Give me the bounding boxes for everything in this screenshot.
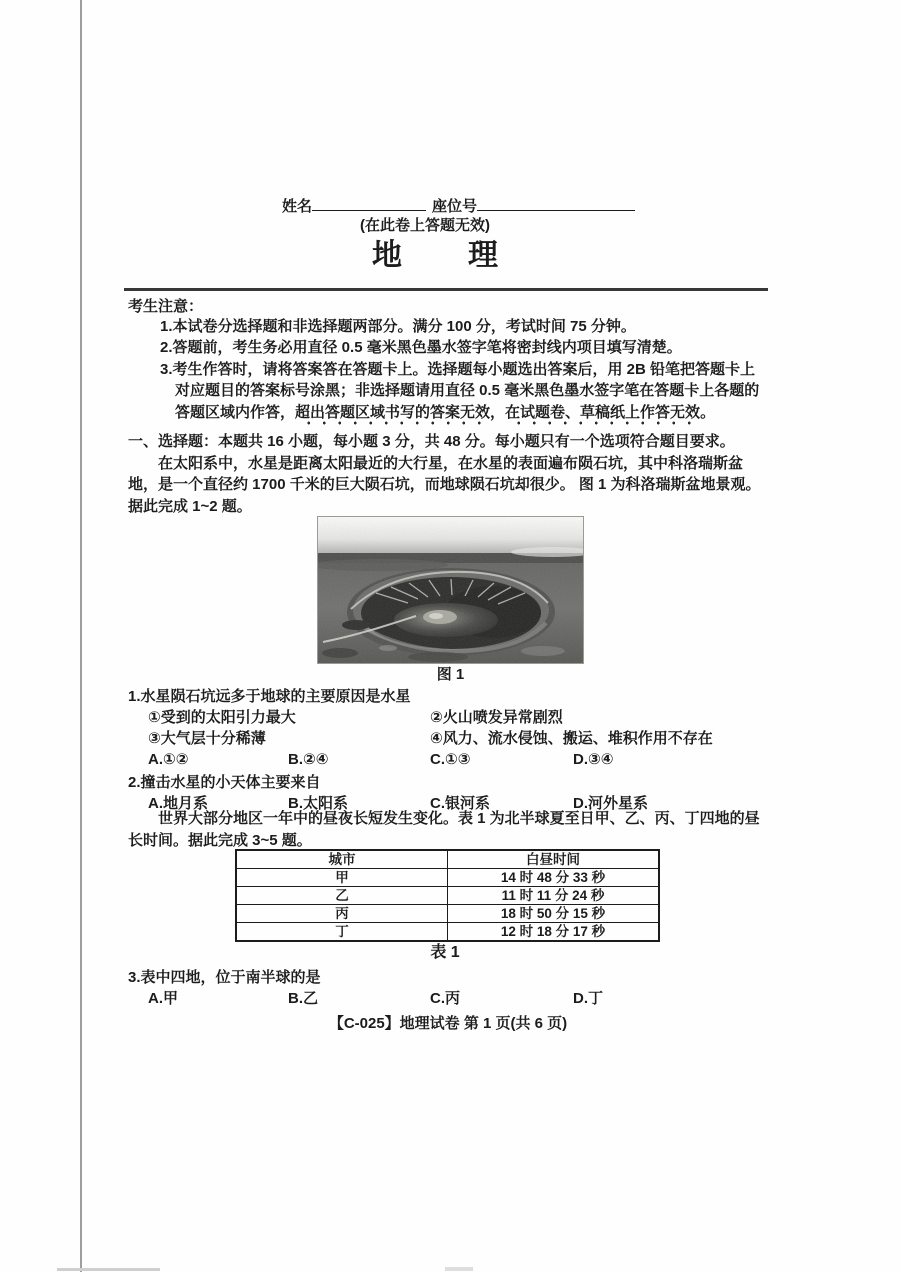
table1-caption: 表 1 xyxy=(430,944,460,961)
choice-d: D.河外星系 xyxy=(573,795,649,812)
suboption-2: ②火山喷发异常剧烈 xyxy=(430,709,563,726)
city-cell: 甲 xyxy=(236,869,448,887)
suboption-1: ①受到的太阳引力最大 xyxy=(148,709,296,726)
choice-c: C.丙 xyxy=(430,990,461,1007)
daylight-cell: 14 时 48 分 33 秒 xyxy=(448,869,660,887)
suboption-4: ④风力、流水侵蚀、搬运、堆积作用不存在 xyxy=(430,730,713,747)
suboption-3: ③大气层十分稀薄 xyxy=(148,730,266,747)
city-cell: 丙 xyxy=(236,905,448,923)
column-header-city: 城市 xyxy=(236,850,448,869)
choice-c: C.①③ xyxy=(430,751,471,768)
notice-section xyxy=(128,297,768,424)
scan-artifact-line-left xyxy=(57,1268,160,1271)
choice-d: D.丁 xyxy=(573,990,604,1007)
choice-b: B.②④ xyxy=(288,751,329,768)
question-3 xyxy=(128,967,768,1009)
choice-b: B.乙 xyxy=(288,990,319,1007)
choice-c: C.银河系 xyxy=(430,795,491,812)
crater-photo-graphic xyxy=(318,517,583,663)
figure1-caption: 图 1 xyxy=(436,666,465,683)
question-1 xyxy=(128,686,768,770)
scan-artifact-line-right xyxy=(445,1267,473,1271)
name-seat-row xyxy=(128,196,768,216)
daylight-cell: 11 时 11 分 24 秒 xyxy=(448,887,660,905)
notice-heading: 考生注意： xyxy=(128,297,204,315)
column-header-daylight: 白昼时间 xyxy=(448,850,660,869)
notice-item-2: 2.答题前，考生务必用直径 0.5 毫米黑色墨水签字笔将密封线内项目填写清楚。 xyxy=(160,339,682,356)
notice-item-3-emphasis-2: 在试题卷、草稿纸上作答无效 xyxy=(505,404,700,425)
notice-item-3-emphasis-1: 超出答题区域书写的答案无效 xyxy=(295,404,490,425)
table-row xyxy=(236,905,659,923)
notice-item-1: 1.本试卷分选择题和非选择题两部分。满分 100 分，考试时间 75 分钟。 xyxy=(160,317,636,335)
table-row xyxy=(236,887,659,905)
question-3-stem: 3.表中四地，位于南半球的是 xyxy=(128,969,321,986)
page-title: 地 理 xyxy=(372,239,500,272)
question-2-stem: 2.撞击水星的小天体主要来自 xyxy=(128,774,321,791)
page-content xyxy=(128,196,768,1035)
seat-label: 座位号 xyxy=(432,198,478,215)
intro-paragraph-1: 在太阳系中，水星是距离太阳最近的大行星，在水星的表面遍布陨石坑，其中科洛瑞斯盆地，是一个直径约 1700 千米的巨大陨石坑，而地球陨石坑却很少。 图 1 为科洛瑞斯盆地景观。据此完成 1~2 题。 xyxy=(128,454,761,515)
notice-item-3-separator: ， xyxy=(490,403,506,421)
choice-b: B.太阳系 xyxy=(288,795,349,812)
notice-item-3-end: 。 xyxy=(700,403,716,421)
question-1-suboptions xyxy=(128,707,768,749)
page-footer: 【C-025】地理试卷 第 1 页(共 6 页) xyxy=(328,1015,568,1032)
left-margin-line xyxy=(80,0,82,1272)
intro-paragraph-2: 世界大部分地区一年中的昼夜长短发生变化。表 1 为北半球夏至日甲、乙、丙、丁四地的昼长时间。据此完成 3~5 题。 xyxy=(128,810,760,849)
choice-a: A.①② xyxy=(148,751,189,768)
notice-item-3-main: 3.考生作答时，请将答案答在答题卡上。选择题每小题选出答案后，用 2B 铅笔把答题卡上对应题目的答案标号涂黑；非选择题请用直径 0.5 毫米黑色墨水签字笔在答题卡上各题的答题区域内作答， xyxy=(160,360,760,421)
table-row xyxy=(236,869,659,887)
city-cell: 丁 xyxy=(236,923,448,942)
table1 xyxy=(235,849,660,942)
notice-item-3 xyxy=(128,359,768,424)
invalid-answer-note: (在此卷上答题无效) xyxy=(360,217,490,234)
question-1-choices xyxy=(128,749,768,770)
section-1-heading: 一、选择题：本题共 16 小题，每小题 3 分，共 48 分。每小题只有一个选项符合题目要求。 xyxy=(128,433,735,450)
table-header-row xyxy=(236,850,659,869)
table-row xyxy=(236,923,659,942)
question-3-choices xyxy=(128,988,768,1009)
name-label: 姓名 xyxy=(282,198,313,215)
choice-a: A.甲 xyxy=(148,990,179,1007)
question-1-stem: 1.水星陨石坑远多于地球的主要原因是水星 xyxy=(128,688,411,705)
name-blank-line xyxy=(312,197,426,211)
seat-blank-line xyxy=(477,197,635,211)
title-divider-rule xyxy=(124,288,768,291)
daylight-cell: 18 时 50 分 15 秒 xyxy=(448,905,660,923)
daylight-cell: 12 时 18 分 17 秒 xyxy=(448,923,660,942)
choice-d: D.③④ xyxy=(573,751,614,768)
choice-a: A.地月系 xyxy=(148,795,209,812)
city-cell: 乙 xyxy=(236,887,448,905)
figure1-crater-photo xyxy=(318,517,583,663)
